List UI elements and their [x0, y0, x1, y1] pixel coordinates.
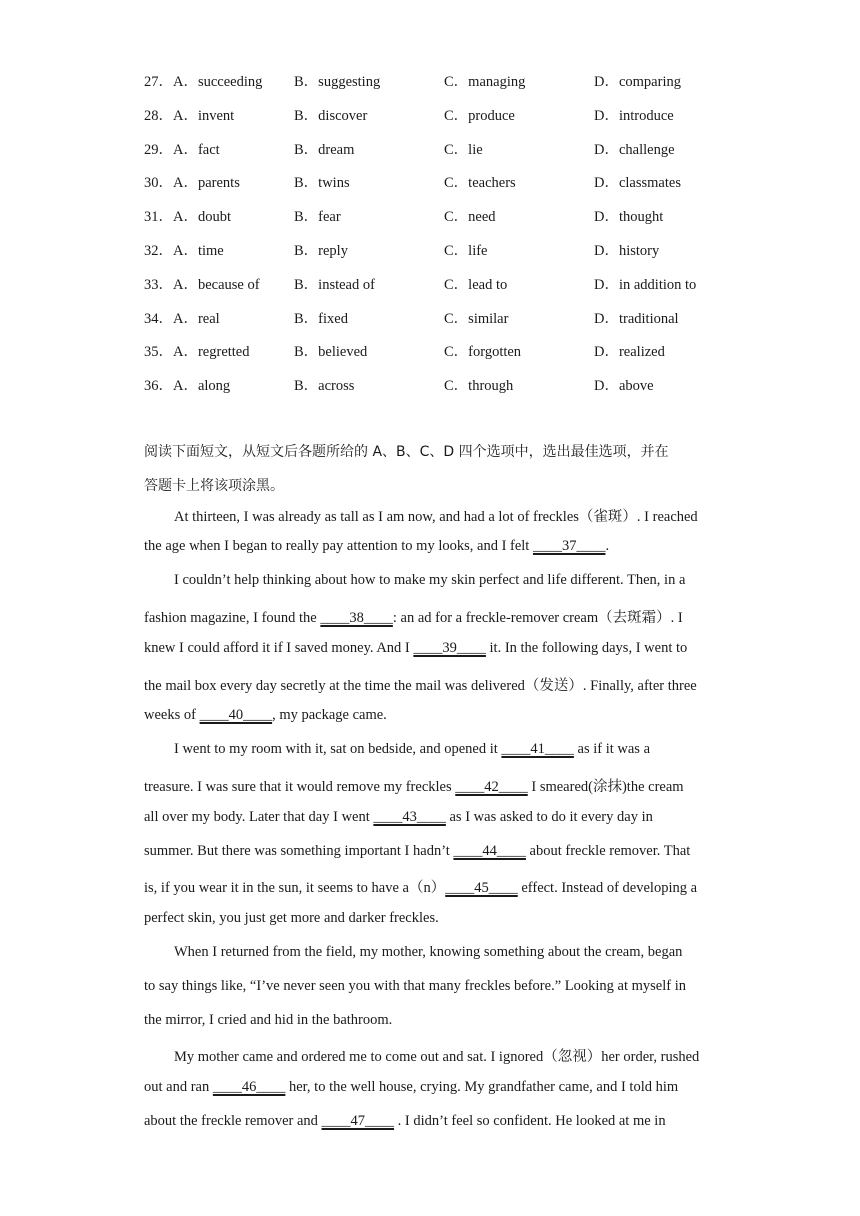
passage-text: perfect skin, you just get more and darker freckles. — [144, 910, 439, 927]
blank-43: ____43____ — [373, 808, 446, 825]
paragraph-1 — [144, 505, 718, 573]
passage-text: weeks of — [144, 707, 200, 724]
option-d: D．traditional — [594, 310, 679, 327]
passage-text: is, if you wear it in the sun, it seems to have a（n） — [144, 880, 446, 897]
option-row-34 — [144, 303, 744, 337]
blank-40: ____40____ — [199, 707, 273, 724]
section-instruction — [144, 436, 718, 504]
paragraph-3 — [144, 741, 718, 944]
option-d: D．challenge — [594, 141, 675, 158]
passage-text: the mirror, I cried and hid in the bathroom. — [144, 1011, 393, 1028]
option-b: B．discover — [294, 107, 368, 124]
option-a: A．doubt — [173, 209, 231, 226]
passage-line — [144, 775, 718, 809]
passage-line — [144, 640, 718, 674]
passage-line — [144, 876, 718, 910]
passage-line — [144, 1079, 718, 1113]
option-row-32 — [144, 235, 744, 269]
passage-line — [144, 538, 718, 572]
blank-41: ____41____ — [501, 741, 574, 758]
passage-line — [144, 944, 718, 978]
passage-line — [144, 978, 718, 1012]
passage-text: the mail box every day secretly at the time the mail was delivered（发送）. Finally, after three — [144, 677, 697, 694]
blank-39: ____39____ — [413, 639, 486, 656]
passage-text: about the freckle remover and — [144, 1112, 322, 1129]
passage-text: When I returned from the field, my mother, knowing something about the cream, began — [174, 943, 683, 960]
option-c: C．lead to — [444, 276, 508, 293]
instruction-line: 答题卡上将该项涂黑。 — [144, 477, 284, 494]
option-d: D．comparing — [594, 74, 681, 90]
option-d: D．realized — [594, 344, 665, 361]
passage-text: At thirteen, I was already as tall as I am now, and had a lot of freckles（雀斑）. I reached — [174, 508, 698, 525]
passage-text: to say things like, “I’ve never seen you with that many freckles before.” Looking at myself in — [144, 977, 686, 994]
option-row-36 — [144, 370, 744, 404]
option-row-29 — [144, 134, 744, 168]
option-d: D．thought — [594, 209, 664, 226]
passage-text: knew I could afford it if I saved money. And I — [144, 639, 414, 656]
option-c: C．through — [444, 378, 514, 395]
option-a: A．along — [173, 378, 231, 395]
option-row-31 — [144, 201, 744, 235]
question-number: 34． — [144, 310, 173, 327]
passage-text: as I was asked to do it every day in — [445, 808, 653, 825]
paragraph-4 — [144, 944, 718, 1045]
passage-text: . — [605, 538, 610, 555]
option-c: C．forgotten — [444, 344, 522, 361]
option-a: A．because of — [173, 276, 260, 293]
passage-line — [144, 1113, 718, 1147]
passage-line — [144, 674, 718, 708]
option-d: D．classmates — [594, 175, 681, 192]
passage-text: fashion magazine, I found the — [144, 609, 321, 626]
option-d: D．history — [594, 242, 660, 259]
option-b: B．believed — [294, 344, 368, 361]
option-c: C．produce — [444, 107, 515, 124]
option-c: C．lie — [444, 141, 483, 158]
passage-line — [144, 505, 718, 539]
question-number: 32． — [144, 242, 173, 259]
option-c: C．similar — [444, 310, 509, 327]
passage-text: My mother came and ordered me to come out and sat. I ignored（忽视）her order, rushed — [174, 1049, 700, 1066]
passage-text: it. In the following days, I went to — [485, 639, 688, 656]
option-d: D．introduce — [594, 107, 674, 124]
option-b: B．instead of — [294, 276, 375, 293]
option-b: B．reply — [294, 242, 348, 259]
option-row-33 — [144, 269, 744, 303]
option-a: A．real — [173, 310, 220, 327]
passage-line — [144, 606, 718, 640]
reading-passage — [144, 505, 718, 1147]
passage-line — [144, 572, 718, 606]
passage-text: treasure. I was sure that it would remove my freckles — [144, 778, 456, 795]
passage-text: I went to my room with it, sat on bedside, and opened it — [174, 741, 502, 758]
option-b: B．suggesting — [294, 74, 381, 90]
option-row-35 — [144, 336, 744, 370]
question-number: 28． — [144, 107, 173, 124]
passage-line — [144, 910, 718, 944]
passage-line — [144, 707, 718, 741]
question-number: 31． — [144, 209, 173, 226]
passage-text: effect. Instead of developing a — [517, 880, 698, 897]
passage-line — [144, 843, 718, 877]
question-number: 30． — [144, 175, 173, 192]
option-b: B．dream — [294, 141, 355, 158]
passage-text: about freckle remover. That — [525, 842, 691, 859]
option-b: B．across — [294, 378, 355, 395]
paragraph-5 — [144, 1045, 718, 1146]
blank-42: ____42____ — [455, 778, 528, 795]
passage-text: her, to the well house, crying. My grandfather came, and I told him — [285, 1079, 679, 1096]
blank-38: ____38____ — [320, 609, 393, 626]
option-a: A．succeeding — [173, 74, 263, 90]
instruction-line: 阅读下面短文，从短文后各题所给的 A、B、C、D 四个选项中，选出最佳选项，并在 — [144, 444, 669, 460]
passage-line — [144, 809, 718, 843]
passage-text: I smeared(涂抹)the cream — [527, 778, 684, 795]
passage-line — [144, 1045, 718, 1079]
option-c: C．managing — [444, 74, 526, 90]
option-d: D．in addition to — [594, 276, 697, 293]
option-b: B．fear — [294, 209, 341, 226]
option-a: A．regretted — [173, 344, 250, 361]
passage-text: all over my body. Later that day I went — [144, 808, 374, 825]
passage-text: , my package came. — [272, 707, 387, 724]
option-b: B．fixed — [294, 310, 348, 327]
blank-45: ____45____ — [445, 880, 518, 897]
question-number: 33． — [144, 276, 173, 293]
option-a: A．time — [173, 242, 224, 259]
passage-text: summer. But there was something important I hadn’t — [144, 842, 454, 859]
question-number: 27． — [144, 74, 173, 90]
option-c: C．need — [444, 209, 496, 226]
option-a: A．invent — [173, 107, 235, 124]
paragraph-2 — [144, 572, 718, 741]
passage-line — [144, 741, 718, 775]
passage-text: out and ran — [144, 1079, 213, 1096]
passage-line — [144, 1012, 718, 1046]
blank-44: ____44____ — [453, 842, 526, 859]
option-a: A．fact — [173, 141, 220, 158]
question-number: 29． — [144, 141, 173, 158]
question-number: 35． — [144, 344, 173, 361]
option-row-30 — [144, 167, 744, 201]
passage-text: . I didn’t feel so confident. He looked at me in — [394, 1112, 666, 1129]
option-c: C．life — [444, 242, 488, 259]
option-row-27 — [144, 66, 744, 100]
blank-37: ____37____ — [532, 538, 606, 555]
passage-text: as if it was a — [573, 741, 651, 758]
passage-text: : an ad for a freckle-remover cream（去斑霜）. I — [392, 609, 683, 626]
blank-46: ____46____ — [212, 1079, 286, 1096]
question-number: 36． — [144, 378, 173, 395]
option-d: D．above — [594, 378, 654, 395]
options-table — [144, 66, 744, 404]
blank-47: ____47____ — [321, 1112, 395, 1129]
option-b: B．twins — [294, 175, 350, 192]
passage-text: the age when I began to really pay attention to my looks, and I felt — [144, 538, 533, 555]
passage-text: I couldn’t help thinking about how to make my skin perfect and life different. Then, in a — [174, 572, 686, 589]
option-row-28 — [144, 100, 744, 134]
option-a: A．parents — [173, 175, 240, 192]
option-c: C．teachers — [444, 175, 516, 192]
